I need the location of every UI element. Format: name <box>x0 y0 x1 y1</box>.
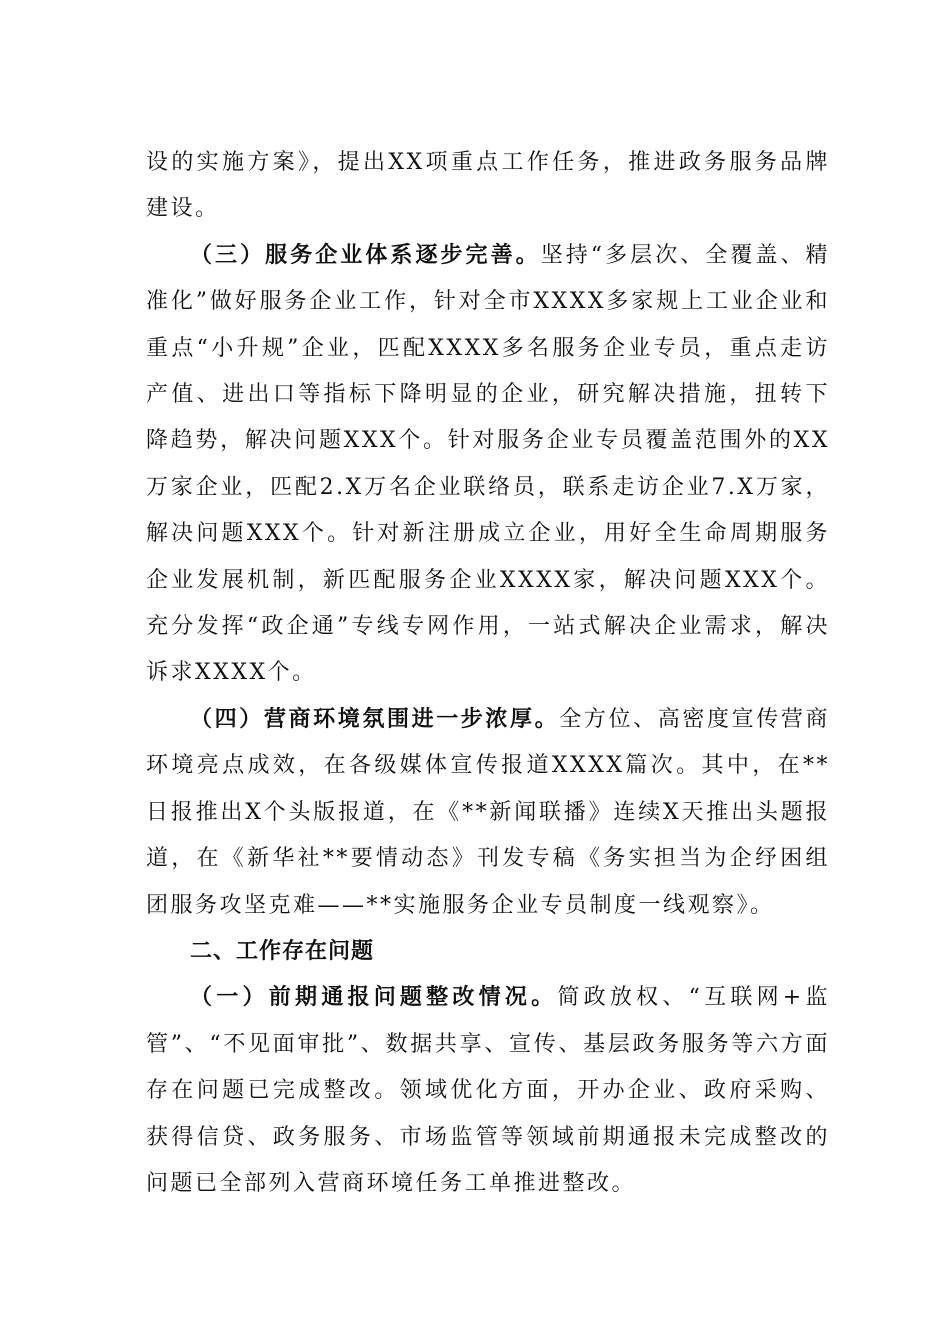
paragraph-continuation <box>146 140 830 233</box>
paragraph-text: 简政放权、“互联网+监管”、“不见面审批”、数据共享、宣传、基层政务服务等六方面存在问题已完成整改。领域优化方面，开办企业、政府采购、获得信贷、政务服务、市场监管等领域前期通报未完成整改的问题已全部列入营商环境任务工单推进整改。 <box>146 985 830 1196</box>
paragraph-text: 设的实施方案》，提出XX项重点工作任务，推进政务服务品牌建设。 <box>146 150 830 222</box>
paragraph-business-environment <box>146 697 830 929</box>
paragraph-lead-heading: （四）营商环境氛围进一步浓厚。 <box>190 706 560 732</box>
paragraph-text: 坚持“多层次、全覆盖、精准化”做好服务企业工作，针对全市XXXX多家规上工业企业和重点“小升规”企业，匹配XXXX多名服务企业专员，重点走访产值、进出口等指标下降明显的企业，研究解决措施，扭转下降趋势，解决问题XXX个。针对服务企业专员覆盖范围外的XX万家企业，匹配2.X万名企业联络员，联系走访企业7.X万家，解决问题XXX个。针对新注册成立企业，用好全生命周期服务企业发展机制，新匹配服务企业XXXX家，解决问题XXX个。充分发挥“政企通”专线专网作用，一站式解决企业需求，解决诉求XXXX个。 <box>146 242 830 686</box>
paragraph-lead-heading: （三）服务企业体系逐步完善。 <box>190 242 541 268</box>
document-body <box>146 140 830 1207</box>
paragraph-rectification <box>146 975 830 1207</box>
section-heading: 二、工作存在问题 <box>190 938 375 964</box>
paragraph-lead-heading: （一）前期通报问题整改情况。 <box>190 985 558 1011</box>
paragraph-text: 全方位、高密度宣传营商环境亮点成效，在各级媒体宣传报道XXXX篇次。其中，在**日报推出X个头版报道，在《**新闻联播》连续X天推出头题报道，在《新华社**要情动态》刊发专稿《务实担当为企纾困组团服务攻坚克难——**实施服务企业专员制度一线观察》。 <box>146 706 830 918</box>
paragraph-service-system <box>146 233 830 697</box>
